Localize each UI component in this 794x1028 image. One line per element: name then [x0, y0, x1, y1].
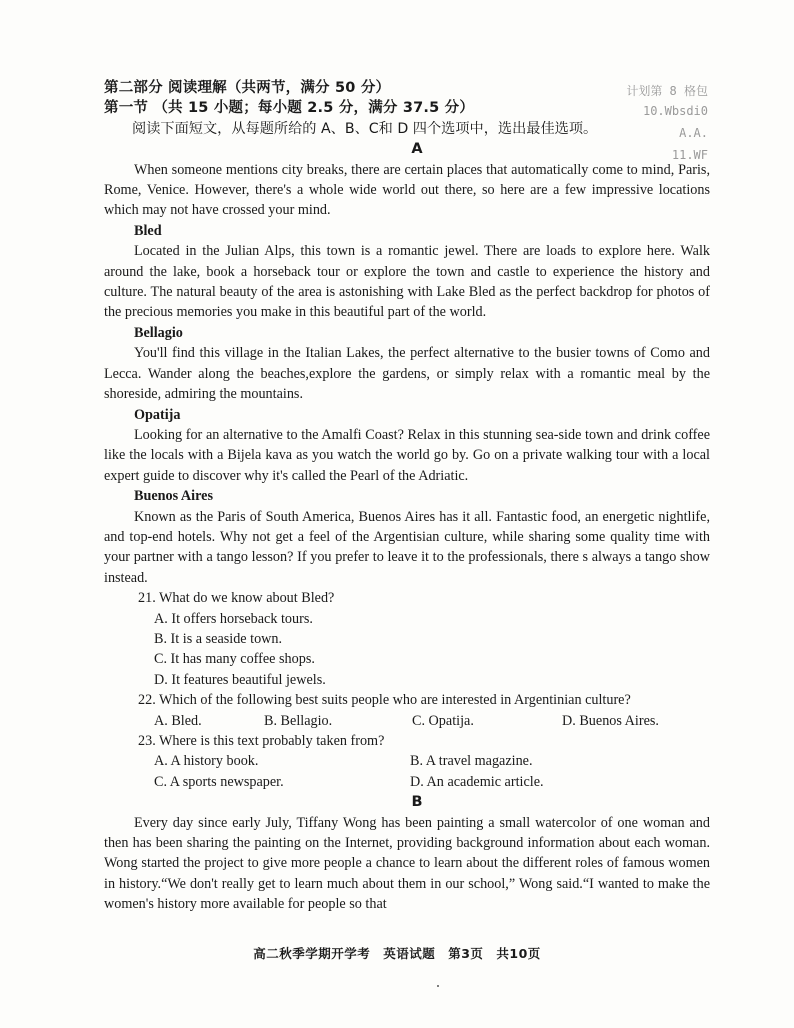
question-22: 22. Which of the following best suits people who are interested in Argentinian culture?	[138, 692, 631, 709]
q21-option-a[interactable]: A. It offers horseback tours.	[154, 610, 313, 627]
passage-b-letter: B	[411, 794, 423, 811]
place-name-bled: Bled	[134, 222, 162, 239]
q21-option-b[interactable]: B. It is a seaside town.	[154, 630, 283, 647]
passage-a-letter: A	[411, 141, 423, 158]
q22-option-a[interactable]: A. Bled.	[154, 712, 202, 729]
question-23: 23. Where is this text probably taken from?	[138, 733, 385, 749]
place-name-opatija: Opatija	[134, 406, 181, 423]
passage-b-text: Every day since early July, Tiffany Wong has been painting a small watercolor of one woman and then has been sharing the painting on the Internet, providing background information about each woman. Wong started the project to give more people a chance to learn about the different roles of famous women in history.“We don't really get to learn much about them in our school,” Wong said.“I wanted to make the women's history more available for people so that	[104, 814, 710, 913]
question-21: 21. What do we know about Bled?	[138, 590, 335, 607]
q21-option-d[interactable]: D. It features beautiful jewels.	[154, 671, 326, 688]
q22-option-d[interactable]: D. Buenos Aires.	[562, 712, 659, 729]
place-name-bellagio: Bellagio	[134, 324, 183, 341]
q23-options	[104, 751, 710, 792]
place-text-bellagio: You'll find this village in the Italian Lakes, the perfect alternative to the busier towns of Como and Lecca. Wander along the beaches,explore the gardens, or simply relax with a romantic meal by the shoreside, admiring the mountains.	[104, 345, 710, 403]
place-text-buenos-aires: Known as the Paris of South America, Buenos Aires has it all. Fantastic food, an energetic nightlife, and top-end hotels. Why not get a feel of the Argentisian culture, while sharing some quality time with your partner with a tango lesson? If you prefer to leave it to the professionals, there s always a tango show instead.	[104, 508, 710, 586]
instructions: 阅读下面短文，从每题所给的 A、B、C和 D 四个选项中，选出最佳选项。	[132, 120, 598, 137]
q22-options	[104, 711, 710, 731]
q21-option-c[interactable]: C. It has many coffee shops.	[154, 651, 315, 668]
passage-a-intro: When someone mentions city breaks, there are certain places that automatically come to mind, Paris, Rome, Venice. However, there's a whole wide world out there, so here are a few impressive locations which may not have crossed your mind.	[104, 161, 710, 219]
q23-option-b[interactable]: B. A travel magazine.	[410, 753, 533, 770]
place-name-buenos-aires: Buenos Aires	[134, 488, 213, 505]
place-text-opatija: Looking for an alternative to the Amalfi Coast? Relax in this stunning sea-side town and drink coffee like the locals with a Bijela kava as you watch the world go by. Go on a private walking tour with a local expert guide to discover why it's called the Pearl of the Adriatic.	[104, 426, 710, 484]
place-text-bled: Located in the Julian Alps, this town is a romantic jewel. There are loads to explore here. Walk around the lake, book a horseback tour or explore the town and castle to experience the history and culture. The natural beauty of the area is astonishing with Lake Bled as the perfect backdrop for photos of the precious memories you make in this beautiful part of the world.	[104, 243, 710, 321]
scan-speck	[437, 985, 439, 987]
margin-note: 11.WF	[671, 148, 708, 162]
q23-option-c[interactable]: C. A sports newspaper.	[154, 773, 284, 790]
q22-option-b[interactable]: B. Bellagio.	[264, 712, 333, 729]
q22-option-c[interactable]: C. Opatija.	[412, 712, 474, 729]
margin-note: 计划第 8 格包	[626, 84, 708, 98]
page-footer: 高二秋季学期开学考 英语试题 第3页 共10页	[253, 946, 541, 961]
margin-note: 10.Wbsdi0	[642, 104, 708, 118]
section-title: 第一节 （共 15 小题；每小题 2.5 分，满分 37.5 分）	[104, 100, 475, 117]
exam-content	[104, 78, 710, 915]
part-title: 第二部分 阅读理解（共两节，满分 50 分）	[104, 80, 391, 96]
q23-option-a[interactable]: A. A history book.	[154, 753, 259, 770]
q23-option-d[interactable]: D. An academic article.	[410, 773, 544, 790]
margin-note: A.A.	[679, 126, 708, 140]
